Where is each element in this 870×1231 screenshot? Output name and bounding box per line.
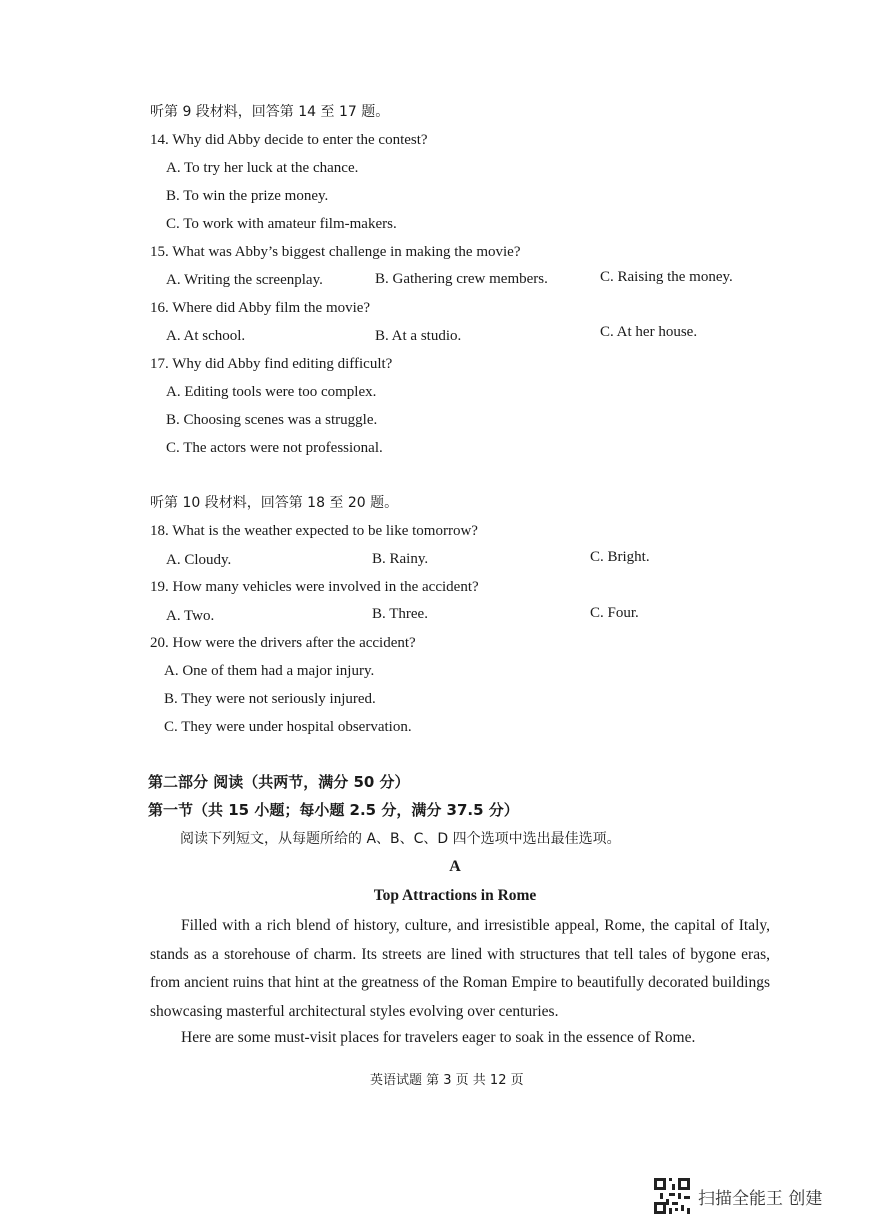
question-stem: 14. Why did Abby decide to enter the contest? <box>150 132 428 148</box>
answer-option: A. Editing tools were too complex. <box>166 384 377 400</box>
answer-option: C. At her house. <box>600 324 698 340</box>
page-footer: 英语试题 第 3 页 共 12 页 <box>370 1073 524 1088</box>
section-heading: 听第 9 段材料，回答第 14 至 17 题。 <box>150 104 390 120</box>
question-stem: 15. What was Abby’s biggest challenge in making the movie? <box>150 244 521 260</box>
answer-option: C. The actors were not professional. <box>166 440 383 456</box>
passage-paragraph: Filled with a rich blend of history, culture, and irresistible appeal, Rome, the capital of Italy, stands as a storehouse of charm. Its streets are lined with structures that tell tales of bygone eras, from ancient ruins that hint at the greatness of the Roman Empire to beautifully decorated buildings showcasing masterful architectural styles evolving over centuries. <box>150 917 770 1020</box>
answer-option: C. They were under hospital observation. <box>164 719 412 735</box>
answer-option: A. Writing the screenplay. <box>166 272 323 288</box>
answer-option: B. Gathering crew members. <box>375 271 548 287</box>
part-title: 第二部分 阅读（共两节，满分 50 分） <box>148 773 410 791</box>
answer-option: C. Bright. <box>590 549 650 565</box>
question-stem: 17. Why did Abby find editing difficult? <box>150 356 393 372</box>
question-stem: 18. What is the weather expected to be like tomorrow? <box>150 523 478 539</box>
section-heading: 听第 10 段材料，回答第 18 至 20 题。 <box>150 495 399 511</box>
question-stem: 19. How many vehicles were involved in the accident? <box>150 579 479 595</box>
answer-option: A. One of them had a major injury. <box>164 663 375 679</box>
answer-option: B. Choosing scenes was a struggle. <box>166 412 378 428</box>
answer-option: C. Raising the money. <box>600 269 733 285</box>
answer-option: B. Rainy. <box>372 551 429 567</box>
scanner-watermark: 扫描全能王 创建 <box>698 1189 823 1209</box>
answer-option: A. Two. <box>166 608 215 624</box>
passage-title: Top Attractions in Rome <box>373 887 537 904</box>
section-subtitle: 第一节（共 15 小题；每小题 2.5 分，满分 37.5 分） <box>148 801 519 819</box>
answer-option: B. Three. <box>372 606 428 622</box>
answer-option: C. To work with amateur film-makers. <box>166 216 397 232</box>
question-stem: 20. How were the drivers after the accident? <box>150 635 416 651</box>
answer-option: C. Four. <box>590 605 639 621</box>
passage-paragraph: Here are some must-visit places for travelers eager to soak in the essence of Rome. <box>181 1029 696 1046</box>
question-stem: 16. Where did Abby film the movie? <box>150 300 371 316</box>
answer-option: A. At school. <box>166 328 246 344</box>
instruction-text: 阅读下列短文，从每题所给的 A、B、C、D 四个选项中选出最佳选项。 <box>180 831 621 847</box>
answer-option: B. To win the prize money. <box>166 188 329 204</box>
answer-option: B. They were not seriously injured. <box>164 691 376 707</box>
answer-option: A. Cloudy. <box>166 552 232 568</box>
qr-code-icon <box>654 1178 690 1214</box>
passage-letter: A <box>449 858 461 875</box>
answer-option: B. At a studio. <box>375 328 462 344</box>
answer-option: A. To try her luck at the chance. <box>166 160 359 176</box>
